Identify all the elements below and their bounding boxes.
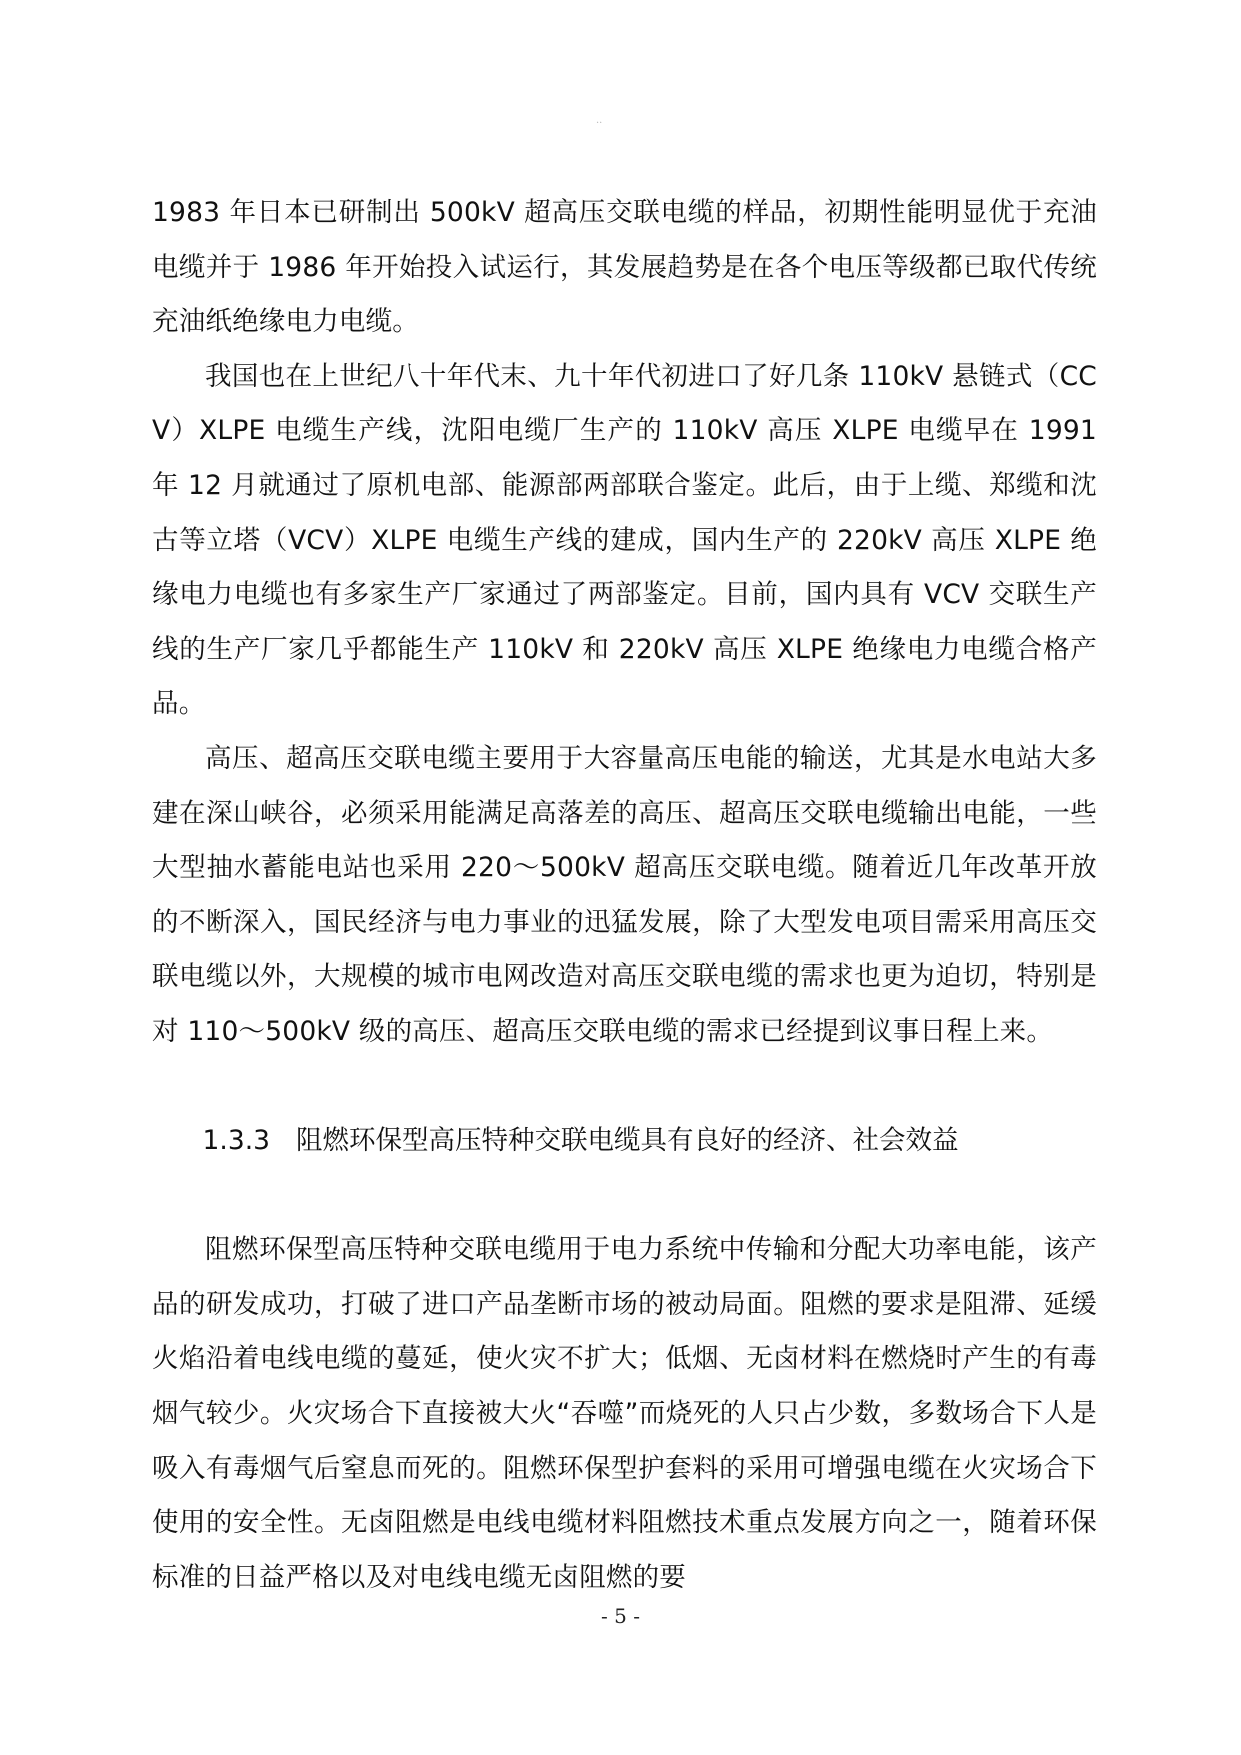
section-title: 阻燃环保型高压特种交联电缆具有良好的经济、社会效益 bbox=[295, 1125, 959, 1157]
paragraph-3: 高压、超高压交联电缆主要用于大容量高压电能的输送，尤其是水电站大多建在深山峡谷，必须采用能满足高落差的高压、超高压交联电缆输出电能，一些大型抽水蓄能电站也采用 220～500kV 超高压交联电缆。随着近几年改革开放的不断深入，国民经济与电力事业的迅猛发展，除了大型发电项目需采用高压交联电缆以外，大规模的城市电网改造对高压交联电缆的需求也更为迫切，特别是对 110～500kV 级的高压、超高压交联电缆的需求已经提到议事日程上来。 bbox=[152, 742, 1097, 1047]
header-mark: ·· bbox=[596, 118, 603, 129]
paragraph-2: 我国也在上世纪八十年代末、九十年代初进口了好几条 110kV 悬链式（CCV）XLPE 电缆生产线，沈阳电缆厂生产的 110kV 高压 XLPE 电缆早在 1991 年 12 月就通过了原机电部、能源部两部联合鉴定。此后，由于上缆、郑缆和沈古等立塔（VCV）XLPE 电缆生产线的建成，国内生产的 220kV 高压 XLPE 绝缘电力电缆也有多家生产厂家通过了两部鉴定。目前，国内具有 VCV 交联生产线的生产厂家几乎都能生产 110kV 和 220kV 高压 XLPE 绝缘电力电缆合格产品。 bbox=[152, 360, 1097, 720]
section-heading bbox=[152, 1060, 1097, 1224]
paragraph-1: 1983 年日本已研制出 500kV 超高压交联电缆的样品，初期性能明显优于充油电缆并于 1986 年开始投入试运行，其发展趋势是在各个电压等级都已取代传统充油纸绝缘电力电缆。 bbox=[152, 197, 1097, 338]
page-number: - 5 - bbox=[601, 1604, 640, 1628]
body-text bbox=[152, 186, 1097, 1605]
section-number: 1.3.3 bbox=[202, 1125, 270, 1157]
paragraph-4: 阻燃环保型高压特种交联电缆用于电力系统中传输和分配大功率电能，该产品的研发成功，打破了进口产品垄断市场的被动局面。阻燃的要求是阻滞、延缓火焰沿着电线电缆的蔓延，使火灾不扩大；低烟、无卤材料在燃烧时产生的有毒烟气较少。火灾场合下直接被大火“吞噬”而烧死的人只占少数，多数场合下人是吸入有毒烟气后窒息而死的。阻燃环保型护套料的采用可增强电缆在火灾场合下使用的安全性。无卤阻燃是电线电缆材料阻燃技术重点发展方向之一，随着环保标准的日益严格以及对电线电缆无卤阻燃的要 bbox=[152, 1234, 1097, 1593]
